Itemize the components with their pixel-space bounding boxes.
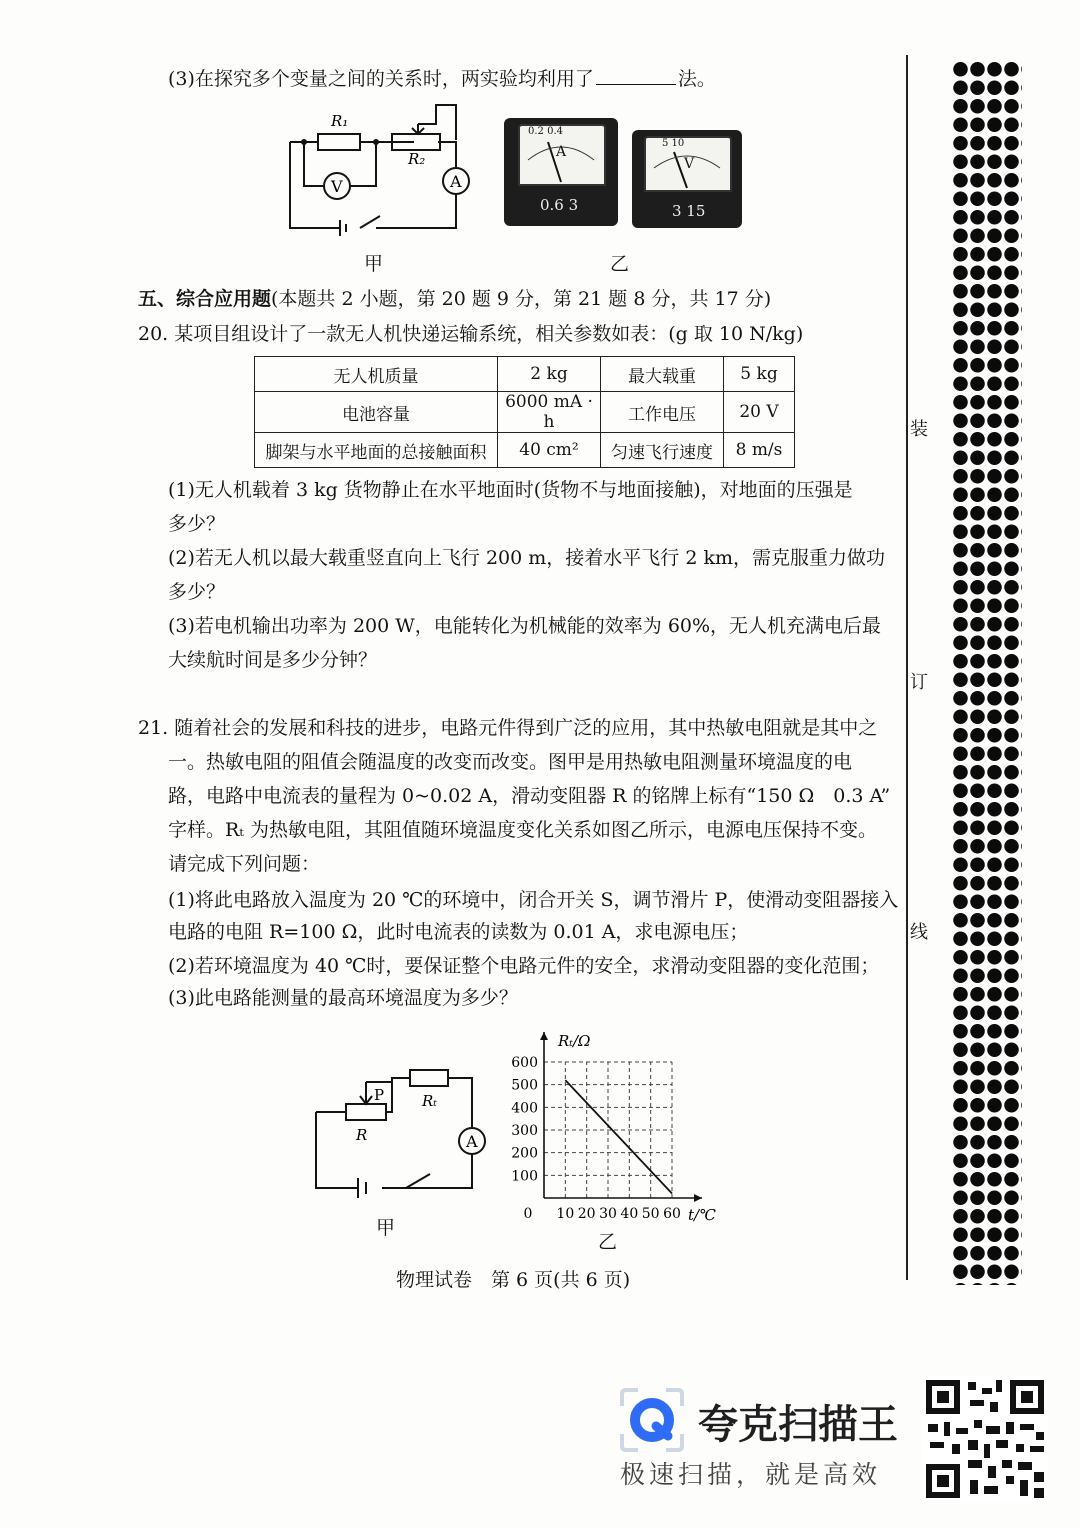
binding-dot-pattern <box>952 60 1022 1285</box>
label-a-bottom: A <box>466 1132 478 1151</box>
x-tick-label: 20 <box>577 1206 596 1222</box>
table-row <box>255 433 795 468</box>
bottom-caption-left: 甲 <box>376 1217 396 1239</box>
q20-p1-line1: (1)无人机载着 3 kg 货物静止在水平地面时(货物不与地面接触)，对地面的压强是 <box>168 479 853 501</box>
voltmeter-scale: 5 10 <box>662 138 685 149</box>
voltmeter-terminals: 3 15 <box>672 202 706 220</box>
q21-p1-line1: (1)将此电路放入温度为 20 ℃的环境中，闭合开关 S，调节滑片 P，使滑动变阻器接入 <box>168 889 899 911</box>
q20-p1-line2: 多少？ <box>168 513 226 535</box>
q19-part3-end: 法。 <box>677 68 716 90</box>
q21-line1: 21. 随着社会的发展和科技的进步，电路元件得到广泛的应用，其中热敏电阻就是其中之 <box>138 717 878 739</box>
table-row <box>255 392 795 433</box>
label-a: A <box>450 172 462 191</box>
table-cell: 40 cm² <box>498 433 601 468</box>
table-cell: 工作电压 <box>601 392 724 433</box>
q20-param-table <box>254 356 795 468</box>
voltmeter-photo <box>632 130 742 228</box>
q21-line2: 一。热敏电阻的阻值会随温度的改变而改变。图甲是用热敏电阻测量环境温度的电 <box>168 751 853 773</box>
page-footer: 物理试卷 第 6 页(共 6 页) <box>396 1269 631 1291</box>
chart-grid <box>544 1062 672 1198</box>
table-cell: 6000 mA · h <box>498 392 601 433</box>
x-tick-label: 0 <box>523 1206 533 1222</box>
q21-p2: (2)若环境温度为 40 ℃时，要保证整个电路元件的安全，求滑动变阻器的变化范围； <box>168 955 880 977</box>
binding-char-ding: 订 <box>910 672 928 693</box>
table-cell: 5 kg <box>724 357 795 392</box>
answer-blank <box>596 66 676 85</box>
q21-line3: 路，电路中电流表的量程为 0~0.02 A，滑动变阻器 R 的铭牌上标有“150 Ω 0.3 A” <box>168 785 891 807</box>
chart-xlabel: t/℃ <box>688 1206 716 1224</box>
section5-heading <box>138 287 771 311</box>
scanner-slogan: 极速扫描，就是高效 <box>620 1460 882 1489</box>
table-cell: 最大载重 <box>601 357 724 392</box>
x-tick-label: 30 <box>599 1206 617 1222</box>
chart-series <box>565 1080 672 1193</box>
chart-axes <box>540 1032 702 1202</box>
top-caption-left: 甲 <box>364 253 384 275</box>
chart-ticks <box>511 1055 681 1222</box>
y-tick-label: 200 <box>511 1145 538 1162</box>
ammeter-photo <box>504 118 618 226</box>
x-axis-arrow <box>694 1194 702 1202</box>
y-tick-label: 500 <box>511 1077 538 1094</box>
resistor-r1 <box>318 134 360 150</box>
section5-title: 五、综合应用题 <box>138 288 272 310</box>
table-cell: 8 m/s <box>724 433 795 468</box>
binding-char-zhuang: 装 <box>910 419 928 440</box>
label-r2: R₂ <box>408 150 426 168</box>
y-tick-label: 300 <box>511 1123 538 1139</box>
table-cell: 电池容量 <box>255 392 498 433</box>
q21-line5: 请完成下列问题： <box>168 853 321 875</box>
table-cell: 2 kg <box>498 357 601 392</box>
top-caption-right: 乙 <box>610 253 630 275</box>
rt-temperature-chart <box>500 1022 730 1227</box>
thermistor-rt <box>410 1070 448 1086</box>
q21-p1-line2: 电路的电阻 R=100 Ω，此时电流表的读数为 0.01 A，求电源电压； <box>168 921 749 943</box>
label-v: V <box>331 177 343 196</box>
qr-code-icon <box>922 1376 1048 1502</box>
q20-p3-line2: 大续航时间是多少分钟？ <box>168 649 378 671</box>
q20-p2-line2: 多少？ <box>168 581 226 603</box>
x-tick-label: 40 <box>620 1206 639 1222</box>
q20-p2-line1: (2)若无人机以最大载重竖直向上飞行 200 m，接着水平飞行 2 km，需克服重力做功 <box>168 547 885 569</box>
table-row <box>255 357 795 392</box>
y-axis-arrow <box>540 1032 548 1040</box>
scanner-logo-icon <box>616 1384 688 1456</box>
x-tick-label: 50 <box>641 1206 660 1222</box>
q21-line4: 字样。Rₜ 为热敏电阻，其阻值随环境温度变化关系如图乙所示，电源电压保持不变。 <box>168 819 878 841</box>
binding-line <box>906 55 908 1280</box>
scanner-brand-name: 夸克扫描王 <box>698 1402 898 1448</box>
binding-char-xian: 线 <box>910 922 928 943</box>
chart-ylabel: Rₜ/Ω <box>558 1032 591 1050</box>
label-p: P <box>374 1086 385 1104</box>
table-cell: 脚架与水平地面的总接触面积 <box>255 433 498 468</box>
y-tick-label: 400 <box>511 1100 538 1117</box>
ammeter-scale: 0.2 0.4 <box>528 126 563 137</box>
q19-part3-text: (3)在探究多个变量之间的关系时，两实验均利用了 <box>168 68 594 90</box>
bottom-circuit-diagram <box>306 1068 496 1208</box>
top-circuit-diagram <box>280 100 480 245</box>
y-tick-label: 100 <box>511 1168 538 1185</box>
label-r1: R₁ <box>331 112 349 130</box>
x-tick-label: 10 <box>556 1206 575 1222</box>
voltmeter-letter: V <box>684 156 695 172</box>
table-cell: 20 V <box>724 392 795 433</box>
q21-p3: (3)此电路能测量的最高环境温度为多少？ <box>168 987 518 1009</box>
x-tick-label: 60 <box>663 1206 681 1222</box>
ammeter-terminals: 0.6 3 <box>540 196 579 214</box>
ammeter-letter: A <box>556 144 567 160</box>
q20-intro: 20. 某项目组设计了一款无人机快递运输系统，相关参数如表：(g 取 10 N/kg) <box>138 323 804 345</box>
rheostat-r <box>346 1104 386 1120</box>
y-tick-label: 600 <box>511 1055 538 1071</box>
table-cell: 无人机质量 <box>255 357 498 392</box>
label-r: R <box>356 1126 368 1144</box>
rt-series-line <box>565 1080 672 1193</box>
bottom-caption-right: 乙 <box>598 1231 618 1253</box>
q19-part3 <box>168 66 716 91</box>
q20-p3-line1: (3)若电机输出功率为 200 W，电能转化为机械能的效率为 60%，无人机充满电后最 <box>168 615 882 637</box>
label-rt: Rₜ <box>422 1092 437 1110</box>
section5-desc: (本题共 2 小题，第 20 题 9 分，第 21 题 8 分，共 17 分) <box>271 288 772 310</box>
table-cell: 匀速飞行速度 <box>601 433 724 468</box>
